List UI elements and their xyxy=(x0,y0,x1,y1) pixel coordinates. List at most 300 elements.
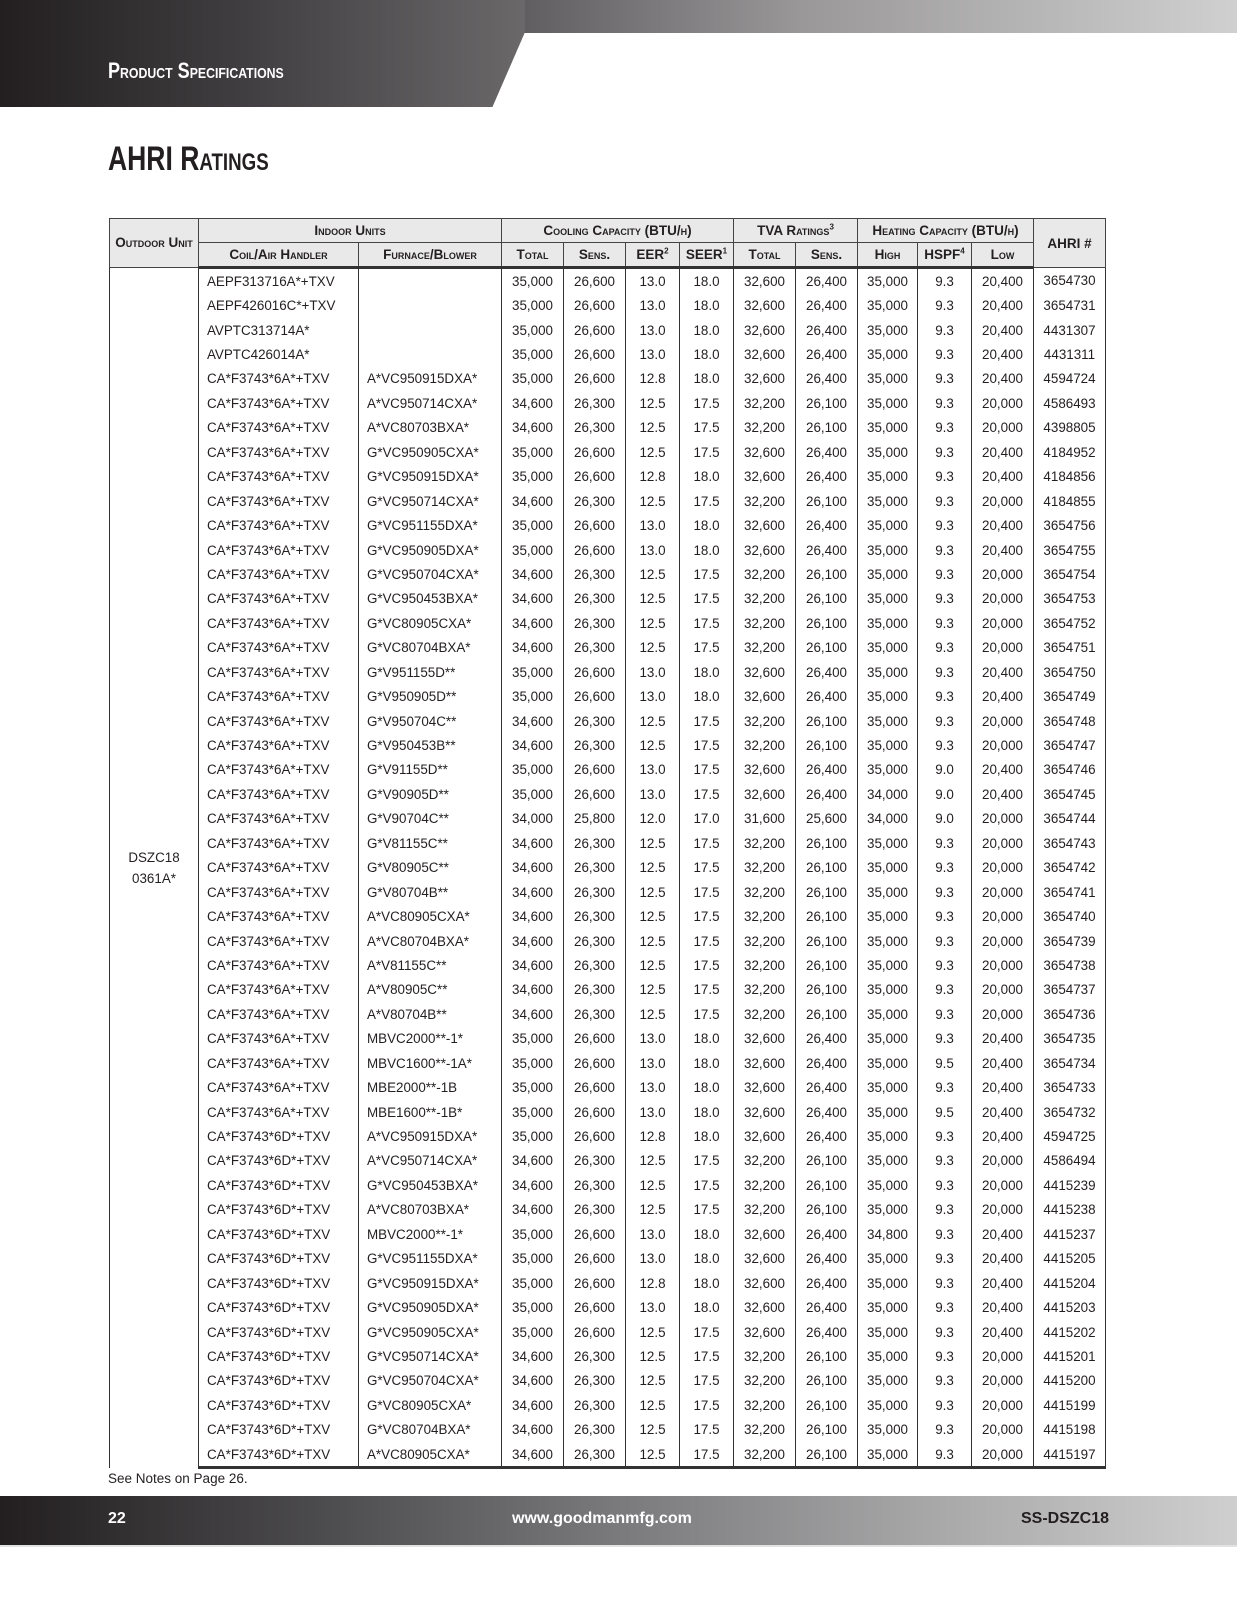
table-row xyxy=(110,1124,1106,1148)
header-indoor-units: Indoor Units xyxy=(199,219,502,243)
table-row xyxy=(110,538,1106,562)
cell-seer: 18.0 xyxy=(680,268,734,294)
cell-seer: 17.5 xyxy=(680,636,734,660)
cell-ahri-number: 3654730 xyxy=(1034,268,1106,294)
table-row xyxy=(110,1393,1106,1417)
cell-tva-sens: 26,400 xyxy=(796,758,858,782)
cell-cooling-total: 34,600 xyxy=(502,733,564,757)
cell-cooling-sens: 26,300 xyxy=(564,709,626,733)
cell-coil-air-handler: CA*F3743*6A*+TXV xyxy=(199,880,359,904)
cell-hspf: 9.3 xyxy=(918,709,972,733)
document-code: SS-DSZC18 xyxy=(1020,1510,1109,1527)
cell-furnace-blower: G*VC950905CXA* xyxy=(359,1320,502,1344)
cell-furnace-blower xyxy=(359,342,502,366)
cell-furnace-blower: G*VC950704CXA* xyxy=(359,562,502,586)
cell-heating-low: 20,000 xyxy=(972,1369,1034,1393)
table-row xyxy=(110,1344,1106,1368)
cell-furnace-blower: MBVC2000**-1* xyxy=(359,1027,502,1051)
cell-tva-total: 32,200 xyxy=(734,1344,796,1368)
cell-seer: 18.0 xyxy=(680,318,734,342)
cell-heating-low: 20,400 xyxy=(972,465,1034,489)
header-furnace-blower: Furnace/Blower xyxy=(359,243,502,268)
header-heating-low: Low xyxy=(972,243,1034,268)
table-row xyxy=(110,880,1106,904)
cell-tva-total: 32,200 xyxy=(734,489,796,513)
cell-coil-air-handler: CA*F3743*6A*+TXV xyxy=(199,709,359,733)
cell-heating-low: 20,000 xyxy=(972,1173,1034,1197)
cell-furnace-blower: G*VC950905DXA* xyxy=(359,1295,502,1319)
cell-heating-low: 20,000 xyxy=(972,1393,1034,1417)
cell-furnace-blower: A*VC950714CXA* xyxy=(359,1149,502,1173)
cell-heating-high: 35,000 xyxy=(858,342,918,366)
cell-tva-total: 32,600 xyxy=(734,1295,796,1319)
cell-tva-sens: 26,400 xyxy=(796,1100,858,1124)
cell-tva-total: 32,600 xyxy=(734,660,796,684)
cell-heating-high: 35,000 xyxy=(858,684,918,708)
cell-eer: 12.5 xyxy=(626,856,680,880)
cell-cooling-total: 35,000 xyxy=(502,1222,564,1246)
cell-coil-air-handler: CA*F3743*6D*+TXV xyxy=(199,1418,359,1442)
cell-heating-high: 35,000 xyxy=(858,268,918,294)
cell-ahri-number: 4184856 xyxy=(1034,465,1106,489)
cell-heating-low: 20,000 xyxy=(972,978,1034,1002)
cell-heating-low: 20,000 xyxy=(972,1418,1034,1442)
cell-heating-low: 20,000 xyxy=(972,733,1034,757)
cell-tva-sens: 26,100 xyxy=(796,611,858,635)
cell-furnace-blower: G*V81155C** xyxy=(359,831,502,855)
cell-tva-sens: 26,400 xyxy=(796,660,858,684)
cell-hspf: 9.3 xyxy=(918,367,972,391)
cell-heating-high: 35,000 xyxy=(858,1295,918,1319)
cell-eer: 13.0 xyxy=(626,684,680,708)
cell-cooling-sens: 26,300 xyxy=(564,1173,626,1197)
cell-ahri-number: 4184855 xyxy=(1034,489,1106,513)
cell-tva-sens: 26,400 xyxy=(796,318,858,342)
cell-furnace-blower: G*VC950905DXA* xyxy=(359,538,502,562)
table-row xyxy=(110,1198,1106,1222)
cell-hspf: 9.3 xyxy=(918,856,972,880)
cell-tva-sens: 26,100 xyxy=(796,831,858,855)
cell-coil-air-handler: CA*F3743*6D*+TXV xyxy=(199,1247,359,1271)
cell-furnace-blower: G*VC950915DXA* xyxy=(359,1271,502,1295)
cell-eer: 12.5 xyxy=(626,1173,680,1197)
cell-tva-total: 32,200 xyxy=(734,1198,796,1222)
website-link[interactable]: www.goodmanmfg.com xyxy=(512,1510,692,1527)
cell-tva-sens: 26,100 xyxy=(796,709,858,733)
cell-heating-high: 35,000 xyxy=(858,1198,918,1222)
cell-tva-total: 32,600 xyxy=(734,293,796,317)
cell-furnace-blower: G*VC80704BXA* xyxy=(359,636,502,660)
cell-hspf: 9.3 xyxy=(918,1149,972,1173)
cell-heating-high: 35,000 xyxy=(858,1002,918,1026)
cell-seer: 18.0 xyxy=(680,1075,734,1099)
cell-ahri-number: 3654744 xyxy=(1034,807,1106,831)
cell-coil-air-handler: CA*F3743*6A*+TXV xyxy=(199,636,359,660)
cell-tva-sens: 26,400 xyxy=(796,1295,858,1319)
cell-cooling-sens: 26,600 xyxy=(564,342,626,366)
cell-seer: 17.5 xyxy=(680,1442,734,1468)
cell-heating-high: 35,000 xyxy=(858,831,918,855)
table-row xyxy=(110,416,1106,440)
cell-eer: 12.5 xyxy=(626,904,680,928)
cell-seer: 17.5 xyxy=(680,856,734,880)
cell-ahri-number: 4415199 xyxy=(1034,1393,1106,1417)
cell-tva-total: 32,600 xyxy=(734,1051,796,1075)
table-row xyxy=(110,513,1106,537)
cell-cooling-sens: 26,300 xyxy=(564,880,626,904)
cell-cooling-total: 35,000 xyxy=(502,1320,564,1344)
cell-hspf: 9.3 xyxy=(918,929,972,953)
cell-cooling-total: 34,600 xyxy=(502,1149,564,1173)
table-row xyxy=(110,1320,1106,1344)
cell-cooling-sens: 26,600 xyxy=(564,1295,626,1319)
cell-heating-low: 20,000 xyxy=(972,562,1034,586)
cell-cooling-sens: 26,600 xyxy=(564,1100,626,1124)
cell-hspf: 9.3 xyxy=(918,953,972,977)
cell-eer: 13.0 xyxy=(626,513,680,537)
cell-cooling-sens: 25,800 xyxy=(564,807,626,831)
cell-furnace-blower: G*VC950915DXA* xyxy=(359,465,502,489)
cell-eer: 12.5 xyxy=(626,1198,680,1222)
header-outdoor-unit: Outdoor Unit xyxy=(110,219,199,268)
cell-ahri-number: 3654756 xyxy=(1034,513,1106,537)
cell-eer: 13.0 xyxy=(626,758,680,782)
cell-coil-air-handler: CA*F3743*6D*+TXV xyxy=(199,1393,359,1417)
cell-hspf: 9.3 xyxy=(918,465,972,489)
table-row xyxy=(110,758,1106,782)
cell-heating-high: 35,000 xyxy=(858,562,918,586)
table-row xyxy=(110,1075,1106,1099)
cell-heating-low: 20,000 xyxy=(972,904,1034,928)
cell-tva-total: 32,600 xyxy=(734,1027,796,1051)
cell-eer: 12.5 xyxy=(626,1002,680,1026)
cell-tva-sens: 26,400 xyxy=(796,1271,858,1295)
cell-cooling-total: 34,600 xyxy=(502,1442,564,1468)
cell-cooling-total: 35,000 xyxy=(502,513,564,537)
cell-heating-high: 35,000 xyxy=(858,978,918,1002)
cell-cooling-sens: 26,300 xyxy=(564,953,626,977)
cell-tva-sens: 26,100 xyxy=(796,636,858,660)
cell-cooling-total: 35,000 xyxy=(502,758,564,782)
cell-cooling-total: 35,000 xyxy=(502,1124,564,1148)
cell-hspf: 9.3 xyxy=(918,1320,972,1344)
cell-furnace-blower: G*VC80905CXA* xyxy=(359,611,502,635)
cell-coil-air-handler: CA*F3743*6A*+TXV xyxy=(199,978,359,1002)
cell-ahri-number: 4398805 xyxy=(1034,416,1106,440)
cell-eer: 12.8 xyxy=(626,1271,680,1295)
cell-furnace-blower: G*VC950905CXA* xyxy=(359,440,502,464)
cell-ahri-number: 4415237 xyxy=(1034,1222,1106,1246)
cell-tva-total: 32,200 xyxy=(734,1369,796,1393)
cell-cooling-total: 35,000 xyxy=(502,293,564,317)
cell-tva-total: 32,200 xyxy=(734,1393,796,1417)
cell-coil-air-handler: CA*F3743*6D*+TXV xyxy=(199,1173,359,1197)
page-number: 22 xyxy=(108,1510,126,1527)
cell-furnace-blower: G*V80704B** xyxy=(359,880,502,904)
cell-tva-sens: 26,100 xyxy=(796,1393,858,1417)
cell-tva-sens: 26,100 xyxy=(796,1344,858,1368)
cell-seer: 17.5 xyxy=(680,709,734,733)
cell-seer: 18.0 xyxy=(680,1051,734,1075)
cell-ahri-number: 3654737 xyxy=(1034,978,1106,1002)
cell-tva-total: 32,200 xyxy=(734,831,796,855)
cell-eer: 12.5 xyxy=(626,1149,680,1173)
cell-coil-air-handler: CA*F3743*6D*+TXV xyxy=(199,1198,359,1222)
cell-cooling-total: 34,600 xyxy=(502,636,564,660)
cell-eer: 12.5 xyxy=(626,611,680,635)
cell-seer: 17.5 xyxy=(680,562,734,586)
cell-seer: 18.0 xyxy=(680,1222,734,1246)
cell-heating-low: 20,400 xyxy=(972,782,1034,806)
cell-heating-low: 20,400 xyxy=(972,1247,1034,1271)
cell-hspf: 9.3 xyxy=(918,1027,972,1051)
cell-heating-low: 20,400 xyxy=(972,268,1034,294)
cell-ahri-number: 3654751 xyxy=(1034,636,1106,660)
cell-cooling-total: 34,600 xyxy=(502,1173,564,1197)
cell-heating-high: 35,000 xyxy=(858,856,918,880)
cell-heating-low: 20,000 xyxy=(972,391,1034,415)
cell-eer: 12.5 xyxy=(626,929,680,953)
cell-cooling-total: 34,600 xyxy=(502,562,564,586)
cell-eer: 12.5 xyxy=(626,709,680,733)
cell-coil-air-handler: CA*F3743*6A*+TXV xyxy=(199,953,359,977)
cell-hspf: 9.3 xyxy=(918,293,972,317)
page-title: AHRI Ratings xyxy=(108,140,269,178)
cell-furnace-blower: A*VC80703BXA* xyxy=(359,1198,502,1222)
cell-seer: 18.0 xyxy=(680,1100,734,1124)
cell-tva-total: 32,200 xyxy=(734,904,796,928)
table-row xyxy=(110,1051,1106,1075)
cell-cooling-total: 34,600 xyxy=(502,587,564,611)
cell-cooling-total: 35,000 xyxy=(502,1271,564,1295)
cell-tva-total: 32,600 xyxy=(734,1320,796,1344)
cell-heating-low: 20,400 xyxy=(972,513,1034,537)
cell-tva-sens: 26,400 xyxy=(796,268,858,294)
table-row xyxy=(110,318,1106,342)
cell-seer: 18.0 xyxy=(680,684,734,708)
cell-cooling-total: 34,600 xyxy=(502,1393,564,1417)
cell-eer: 12.5 xyxy=(626,1442,680,1468)
cell-tva-sens: 26,100 xyxy=(796,1442,858,1468)
cell-heating-low: 20,000 xyxy=(972,856,1034,880)
cell-ahri-number: 3654743 xyxy=(1034,831,1106,855)
cell-ahri-number: 4415203 xyxy=(1034,1295,1106,1319)
cell-seer: 17.5 xyxy=(680,978,734,1002)
cell-cooling-sens: 26,600 xyxy=(564,1271,626,1295)
cell-hspf: 9.3 xyxy=(918,391,972,415)
cell-eer: 12.5 xyxy=(626,391,680,415)
table-row xyxy=(110,782,1106,806)
cell-cooling-total: 34,600 xyxy=(502,489,564,513)
cell-coil-air-handler: CA*F3743*6D*+TXV xyxy=(199,1442,359,1468)
cell-furnace-blower: G*VC80704BXA* xyxy=(359,1418,502,1442)
cell-ahri-number: 4415200 xyxy=(1034,1369,1106,1393)
cell-ahri-number: 3654750 xyxy=(1034,660,1106,684)
cell-tva-total: 32,600 xyxy=(734,513,796,537)
table-row xyxy=(110,268,1106,294)
cell-ahri-number: 4415202 xyxy=(1034,1320,1106,1344)
cell-eer: 12.5 xyxy=(626,1320,680,1344)
cell-eer: 12.5 xyxy=(626,733,680,757)
cell-hspf: 9.5 xyxy=(918,1100,972,1124)
cell-ahri-number: 4431311 xyxy=(1034,342,1106,366)
cell-seer: 17.5 xyxy=(680,587,734,611)
cell-heating-low: 20,000 xyxy=(972,489,1034,513)
cell-coil-air-handler: CA*F3743*6A*+TXV xyxy=(199,489,359,513)
cell-eer: 13.0 xyxy=(626,1027,680,1051)
cell-eer: 12.5 xyxy=(626,416,680,440)
cell-hspf: 9.3 xyxy=(918,1271,972,1295)
table-row xyxy=(110,1100,1106,1124)
cell-heating-low: 20,000 xyxy=(972,709,1034,733)
cell-tva-total: 32,200 xyxy=(734,929,796,953)
cell-cooling-total: 35,000 xyxy=(502,538,564,562)
cell-cooling-sens: 26,600 xyxy=(564,660,626,684)
cell-heating-high: 35,000 xyxy=(858,318,918,342)
header-heating-high: High xyxy=(858,243,918,268)
cell-heating-high: 34,800 xyxy=(858,1222,918,1246)
cell-heating-high: 35,000 xyxy=(858,758,918,782)
cell-tva-total: 32,200 xyxy=(734,1002,796,1026)
table-row xyxy=(110,1442,1106,1468)
cell-tva-total: 32,600 xyxy=(734,1271,796,1295)
cell-ahri-number: 3654739 xyxy=(1034,929,1106,953)
cell-furnace-blower: A*VC950915DXA* xyxy=(359,1124,502,1148)
cell-ahri-number: 4594724 xyxy=(1034,367,1106,391)
cell-coil-air-handler: CA*F3743*6A*+TXV xyxy=(199,660,359,684)
cell-eer: 12.5 xyxy=(626,636,680,660)
cell-seer: 17.5 xyxy=(680,880,734,904)
cell-seer: 18.0 xyxy=(680,342,734,366)
cell-eer: 13.0 xyxy=(626,1222,680,1246)
cell-heating-high: 35,000 xyxy=(858,416,918,440)
cell-hspf: 9.5 xyxy=(918,1051,972,1075)
cell-cooling-sens: 26,300 xyxy=(564,1393,626,1417)
cell-ahri-number: 4415197 xyxy=(1034,1442,1106,1468)
cell-coil-air-handler: CA*F3743*6A*+TXV xyxy=(199,904,359,928)
cell-eer: 12.5 xyxy=(626,489,680,513)
cell-seer: 18.0 xyxy=(680,660,734,684)
cell-heating-low: 20,400 xyxy=(972,684,1034,708)
cell-tva-sens: 26,100 xyxy=(796,391,858,415)
cell-heating-high: 35,000 xyxy=(858,465,918,489)
cell-ahri-number: 4415205 xyxy=(1034,1247,1106,1271)
cell-heating-low: 20,000 xyxy=(972,611,1034,635)
cell-heating-low: 20,000 xyxy=(972,807,1034,831)
cell-cooling-sens: 26,300 xyxy=(564,1418,626,1442)
cell-tva-sens: 26,100 xyxy=(796,1418,858,1442)
cell-cooling-total: 35,000 xyxy=(502,1051,564,1075)
cell-cooling-total: 34,600 xyxy=(502,1002,564,1026)
cell-tva-total: 32,200 xyxy=(734,1173,796,1197)
cell-heating-high: 35,000 xyxy=(858,709,918,733)
cell-ahri-number: 3654749 xyxy=(1034,684,1106,708)
cell-furnace-blower: A*VC80704BXA* xyxy=(359,929,502,953)
cell-cooling-total: 35,000 xyxy=(502,367,564,391)
cell-tva-sens: 26,100 xyxy=(796,953,858,977)
cell-tva-total: 32,200 xyxy=(734,562,796,586)
cell-cooling-total: 34,600 xyxy=(502,1418,564,1442)
cell-ahri-number: 4586493 xyxy=(1034,391,1106,415)
cell-seer: 17.0 xyxy=(680,807,734,831)
cell-tva-total: 32,200 xyxy=(734,391,796,415)
cell-furnace-blower: G*V90905D** xyxy=(359,782,502,806)
table-row xyxy=(110,684,1106,708)
cell-seer: 17.5 xyxy=(680,1198,734,1222)
cell-heating-high: 35,000 xyxy=(858,367,918,391)
cell-hspf: 9.3 xyxy=(918,1418,972,1442)
cell-furnace-blower: G*V950905D** xyxy=(359,684,502,708)
cell-cooling-total: 35,000 xyxy=(502,1075,564,1099)
cell-heating-high: 35,000 xyxy=(858,1393,918,1417)
cell-tva-total: 32,200 xyxy=(734,1442,796,1468)
cell-tva-total: 32,600 xyxy=(734,782,796,806)
cell-furnace-blower: A*VC80905CXA* xyxy=(359,1442,502,1468)
cell-ahri-number: 4594725 xyxy=(1034,1124,1106,1148)
cell-eer: 12.5 xyxy=(626,880,680,904)
cell-cooling-sens: 26,300 xyxy=(564,1369,626,1393)
cell-heating-low: 20,400 xyxy=(972,1320,1034,1344)
cell-seer: 17.5 xyxy=(680,1320,734,1344)
cell-cooling-sens: 26,300 xyxy=(564,587,626,611)
cell-heating-high: 34,000 xyxy=(858,807,918,831)
cell-furnace-blower: MBE2000**-1B xyxy=(359,1075,502,1099)
cell-seer: 17.5 xyxy=(680,1149,734,1173)
table-row xyxy=(110,1149,1106,1173)
cell-furnace-blower: A*VC80703BXA* xyxy=(359,416,502,440)
cell-ahri-number: 4184952 xyxy=(1034,440,1106,464)
cell-ahri-number: 4431307 xyxy=(1034,318,1106,342)
cell-cooling-total: 35,000 xyxy=(502,1295,564,1319)
cell-tva-total: 32,600 xyxy=(734,1100,796,1124)
cell-cooling-total: 34,600 xyxy=(502,953,564,977)
cell-ahri-number: 4415204 xyxy=(1034,1271,1106,1295)
cell-heating-low: 20,400 xyxy=(972,318,1034,342)
cell-ahri-number: 4586494 xyxy=(1034,1149,1106,1173)
cell-seer: 17.5 xyxy=(680,1344,734,1368)
cell-tva-total: 32,200 xyxy=(734,709,796,733)
header-coil-air-handler: Coil/Air Handler xyxy=(199,243,359,268)
table-row xyxy=(110,807,1106,831)
cell-seer: 17.5 xyxy=(680,953,734,977)
cell-coil-air-handler: CA*F3743*6A*+TXV xyxy=(199,1002,359,1026)
cell-tva-total: 32,600 xyxy=(734,367,796,391)
cell-heating-high: 35,000 xyxy=(858,293,918,317)
cell-furnace-blower: A*V81155C** xyxy=(359,953,502,977)
cell-hspf: 9.3 xyxy=(918,342,972,366)
cell-ahri-number: 4415239 xyxy=(1034,1173,1106,1197)
cell-eer: 13.0 xyxy=(626,318,680,342)
cell-hspf: 9.3 xyxy=(918,880,972,904)
cell-hspf: 9.3 xyxy=(918,416,972,440)
cell-coil-air-handler: CA*F3743*6D*+TXV xyxy=(199,1149,359,1173)
cell-cooling-total: 34,600 xyxy=(502,416,564,440)
cell-furnace-blower: G*VC950714CXA* xyxy=(359,1344,502,1368)
cell-tva-sens: 26,400 xyxy=(796,293,858,317)
cell-eer: 12.5 xyxy=(626,1418,680,1442)
cell-hspf: 9.3 xyxy=(918,489,972,513)
cell-tva-sens: 26,400 xyxy=(796,1075,858,1099)
cell-heating-low: 20,000 xyxy=(972,587,1034,611)
cell-ahri-number: 4415238 xyxy=(1034,1198,1106,1222)
cell-cooling-sens: 26,300 xyxy=(564,416,626,440)
cell-hspf: 9.3 xyxy=(918,1247,972,1271)
cell-coil-air-handler: CA*F3743*6A*+TXV xyxy=(199,807,359,831)
cell-hspf: 9.3 xyxy=(918,904,972,928)
cell-heating-high: 35,000 xyxy=(858,587,918,611)
cell-tva-sens: 26,100 xyxy=(796,929,858,953)
cell-tva-sens: 26,100 xyxy=(796,489,858,513)
